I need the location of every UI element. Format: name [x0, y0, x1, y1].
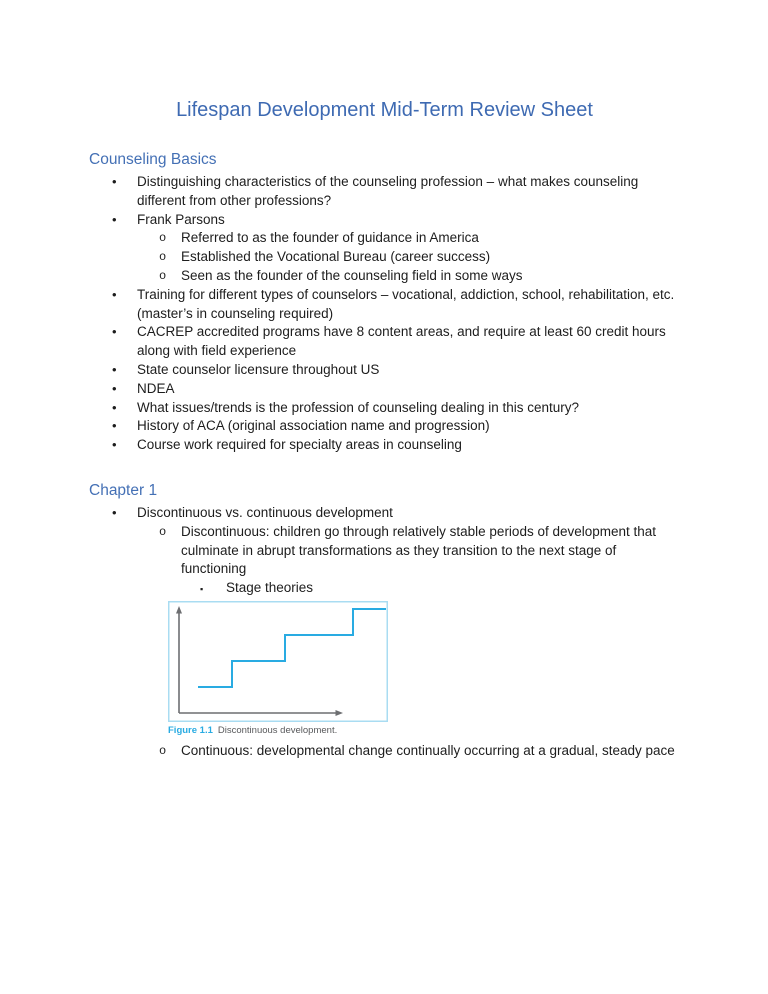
list-item	[89, 173, 680, 211]
bullet-circle-icon: o	[159, 231, 167, 246]
bullet-circle-icon: o	[159, 250, 167, 265]
bullet-disc-icon: •	[112, 380, 117, 396]
document-title: Lifespan Development Mid-Term Review Sheet	[176, 99, 593, 121]
list-item-text: Referred to as the founder of guidance in America	[181, 230, 479, 246]
list-item	[89, 267, 680, 286]
list-item-text: Continuous: developmental change continually occurring at a gradual, steady pace	[181, 742, 675, 758]
bullet-circle-icon: o	[159, 268, 167, 283]
bullet-disc-icon: •	[112, 174, 117, 189]
list-item	[89, 436, 680, 455]
list-item-text: NDEA	[137, 380, 175, 396]
figure-label: Figure 1.1	[168, 724, 213, 736]
list-item	[89, 229, 680, 248]
list-item-text: Frank Parsons	[137, 211, 225, 227]
step-chart	[168, 601, 388, 722]
list-item	[89, 211, 680, 230]
list-item	[89, 399, 680, 418]
list-item	[89, 504, 680, 523]
list-item-text: State counselor licensure throughout US	[137, 361, 380, 377]
list-item-text: Established the Vocational Bureau (career success)	[181, 249, 491, 265]
chapter-1-list	[89, 504, 680, 598]
bullet-circle-icon: o	[159, 743, 167, 758]
counseling-basics-list	[89, 173, 680, 455]
figure-discontinuous-development	[168, 601, 680, 737]
list-item-text: Distinguishing characteristics of the counseling profession – what makes counseling different from other professions?	[137, 174, 639, 208]
list-item-text: Stage theories	[226, 580, 314, 596]
y-axis-arrow-icon	[176, 606, 182, 614]
list-item	[89, 286, 680, 324]
section-heading-counseling-basics: Counseling Basics	[89, 151, 217, 168]
step-line	[198, 609, 386, 687]
list-item	[89, 248, 680, 267]
list-item-text: What issues/trends is the profession of counseling dealing in this century?	[137, 399, 579, 415]
x-axis-arrow-icon	[336, 710, 344, 716]
bullet-disc-icon: •	[112, 437, 117, 453]
list-item-text: CACREP accredited programs have 8 content areas, and require at least 60 credit hours along with field experience	[137, 324, 666, 359]
bullet-square-icon: ▪	[200, 584, 204, 595]
list-item	[89, 380, 680, 399]
bullet-disc-icon: •	[112, 418, 117, 434]
list-item-text: Discontinuous vs. continuous development	[137, 504, 393, 520]
list-item	[89, 361, 680, 380]
figure-caption	[168, 725, 680, 737]
list-item	[89, 523, 680, 579]
bullet-disc-icon: •	[112, 286, 117, 302]
bullet-disc-icon: •	[112, 361, 117, 377]
list-item	[89, 323, 680, 361]
section-heading-chapter-1: Chapter 1	[89, 481, 158, 499]
list-item	[89, 417, 680, 436]
bullet-disc-icon: •	[112, 399, 117, 415]
bullet-disc-icon: •	[112, 324, 117, 340]
list-item-text: History of ACA (original association name and progression)	[137, 418, 490, 434]
list-item-text: Seen as the founder of the counseling field in some ways	[181, 267, 523, 283]
list-item-text: Training for different types of counselors – vocational, addiction, school, rehabilitation, etc. (master’s in counseling required)	[137, 286, 675, 321]
list-item	[89, 742, 680, 761]
figure-caption-text: Discontinuous development.	[217, 724, 338, 736]
bullet-disc-icon: •	[112, 504, 117, 520]
post-figure-list	[89, 742, 680, 761]
list-item-text: Course work required for specialty areas in counseling	[137, 437, 462, 453]
bullet-circle-icon: o	[159, 524, 167, 539]
list-item-text: Discontinuous: children go through relatively stable periods of development that culminate in abrupt transformations as they transition to the next stage of functioning	[181, 523, 657, 577]
bullet-disc-icon: •	[112, 211, 117, 227]
list-item	[89, 579, 680, 598]
